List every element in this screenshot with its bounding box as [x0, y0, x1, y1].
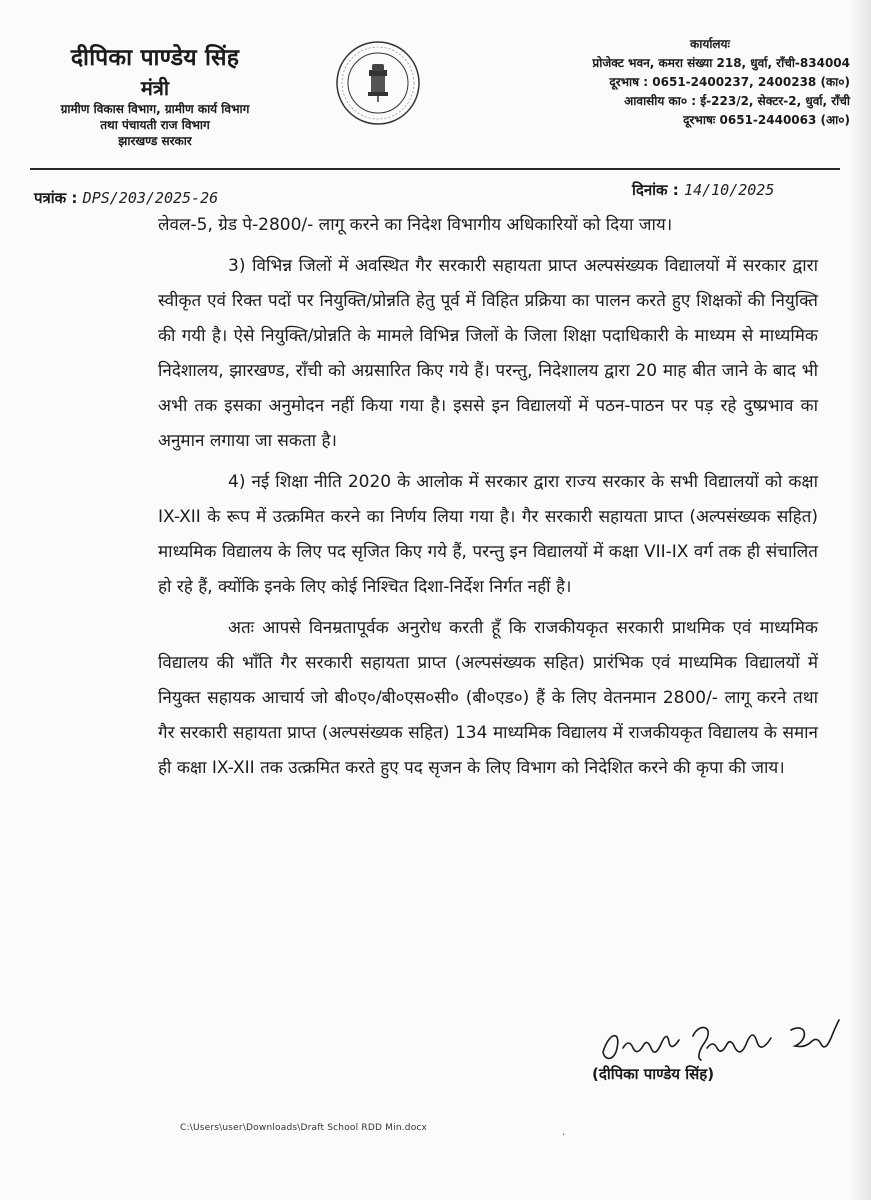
state-emblem-seal	[335, 40, 421, 126]
office-address: प्रोजेक्ट भवन, कमरा संख्या 218, धुर्वा, राँची-834004	[592, 56, 850, 70]
residence-row	[530, 92, 850, 111]
reference-value: DPS/203/2025-26	[82, 189, 219, 207]
paragraph-point-4: 4) नई शिक्षा नीति 2020 के आलोक में सरकार द्वारा राज्य सरकार के सभी विद्यालयों को कक्षा IX-XII के रूप में उत्क्रमित करने का निर्णय लिया गया है। गैर सरकारी सहायता प्राप्त (अल्पसंख्यक सहित) माध्यमिक विद्यालय के लिए पद सृजित किए गये हैं, परन्तु इन विद्यालयों में कक्षा VII-IX वर्ग तक ही संचालित हो रहे हैं, क्योंकि इनके लिए कोई निश्चित दिशा-निर्देश निर्गत नहीं है।	[158, 472, 818, 597]
residence-phone-row	[530, 111, 850, 130]
scan-mark: ·	[562, 1130, 566, 1141]
office-phone: 0651-2400237, 2400238 (का०)	[652, 75, 850, 89]
letter-date	[632, 180, 774, 200]
office-label: कार्यालयः	[690, 37, 730, 51]
government-name: झारखण्ड सरकार	[118, 134, 192, 148]
header-divider	[30, 168, 840, 170]
letter-body	[158, 208, 818, 786]
file-path-footer: C:\Users\user\Downloads\Draft School RDD Min.docx	[180, 1123, 428, 1133]
reference-number	[34, 188, 218, 208]
residence-phone-label: दूरभाषः	[683, 113, 716, 127]
department-line-1: ग्रामीण विकास विभाग, ग्रामीण कार्य विभाग	[60, 102, 250, 116]
minister-title: मंत्री	[140, 76, 170, 100]
reference-label: पत्रांक :	[34, 189, 78, 207]
department-line-2: तथा पंचायती राज विभाग	[100, 118, 210, 132]
office-phone-label: दूरभाष :	[609, 75, 649, 89]
date-label: दिनांक :	[632, 181, 679, 199]
handwritten-signature	[595, 1012, 855, 1072]
date-value: 14/10/2025	[684, 181, 775, 199]
paragraph-request: अतः आपसे विनम्रतापूर्वक अनुरोध करती हूँ कि राजकीयकृत सरकारी प्राथमिक एवं माध्यमिक विद्यालय की भाँति गैर सरकारी सहायता प्राप्त (अल्पसंख्यक सहित) प्रारंभिक एवं माध्यमिक विद्यालयों में नियुक्त सहायक आचार्य जो बी०ए०/बी०एस०सी० (बी०एड०) हैं के लिए वेतनमान 2800/- लागू करने तथा गैर सरकारी सहायता प्राप्त (अल्पसंख्यक सहित) 134 माध्यमिक विद्यालय में राजकीयकृत विद्यालय के समान ही कक्षा IX-XII तक उत्क्रमित करते हुए पद सृजन के लिए विभाग को निदेशित करने की कृपा की जाय।	[158, 618, 818, 778]
signatory-name: (दीपिका पाण्डेय सिंह)	[592, 1065, 715, 1083]
residence-phone: 0651-2440063 (आ०)	[719, 113, 850, 127]
letterhead-left	[30, 40, 280, 149]
paragraph-continuation: लेवल-5, ग्रेड पे-2800/- लागू करने का निदेश विभागीय अधिकारियों को दिया जाय।	[158, 215, 673, 235]
paragraph-point-3: 3) विभिन्न जिलों में अवस्थित गैर सरकारी सहायता प्राप्त अल्पसंख्यक विद्यालयों में सरकार द्वारा स्वीकृत एवं रिक्त पदों पर नियुक्ति/प्रोन्नति हेतु पूर्व में विहित प्रक्रिया का पालन करते हुए शिक्षकों की नियुक्ति की गयी है। ऐसे नियुक्ति/प्रोन्नति के मामले विभिन्न जिलों के जिला शिक्षा पदाधिकारी के माध्यम से माध्यमिक निदेशालय, झारखण्ड, राँची को अग्रसारित किए गये हैं। परन्तु, निदेशालय द्वारा 20 माह बीत जाने के बाद भी अभी तक इसका अनुमोदन नहीं किया गया है। इससे इन विद्यालयों में पठन-पाठन पर पड़ रहे दुष्प्रभाव का अनुमान लगाया जा सकता है।	[158, 256, 818, 451]
office-phone-row	[530, 73, 850, 92]
minister-name: दीपिका पाण्डेय सिंह	[70, 45, 240, 71]
residence-label: आवासीय का० :	[624, 94, 697, 108]
residence-address: ई-223/2, सेक्टर-2, धुर्वा, राँची	[700, 94, 850, 108]
letterhead-right	[530, 35, 850, 130]
